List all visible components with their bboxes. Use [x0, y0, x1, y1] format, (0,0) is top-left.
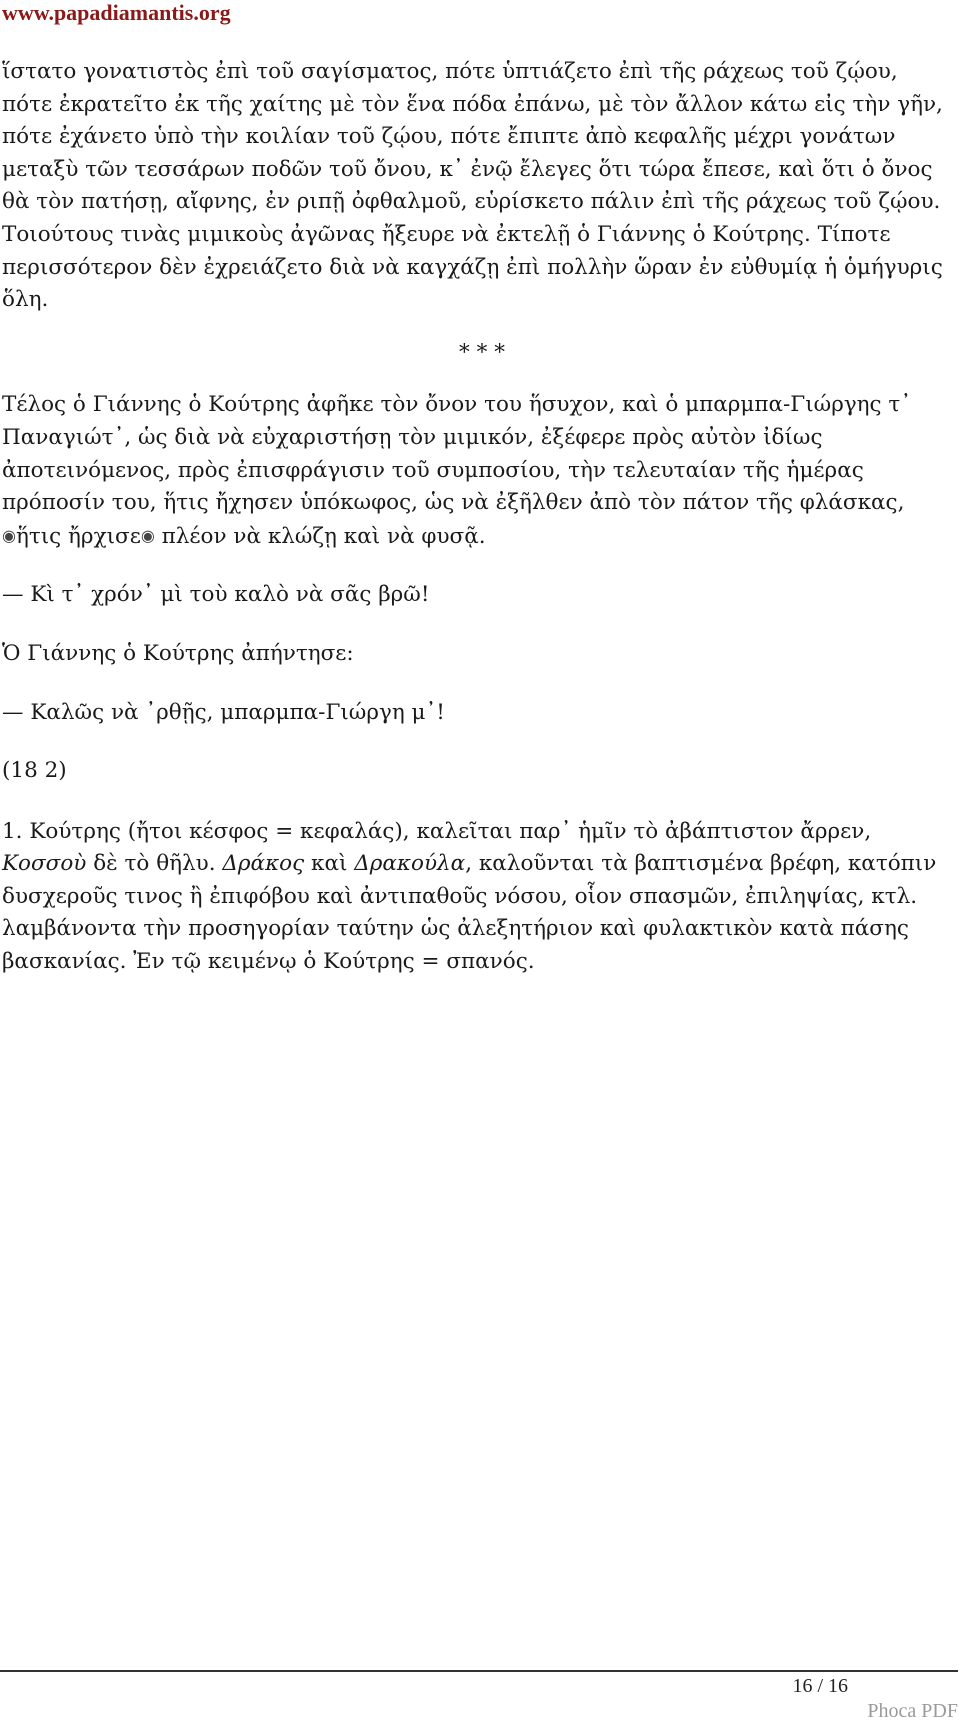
paragraph-text: ἥτις ἤρχισε [15, 523, 141, 549]
footnote-text: καὶ [304, 851, 355, 877]
site-header[interactable]: www.papadiamantis.org [2, 0, 231, 25]
paragraph: ἵστατο γονατιστὸς ἐπὶ τοῦ σαγίσματος, πότε ὑπτιάζετο ἐπὶ τῆς ράχεως τοῦ ζῴου, πότε ἐκρατεῖτο ἐκ τῆς χαίτης μὲ τὸν ἕνα πόδα ἐπάνω, μὲ τὸν ἄλλον κάτω εἰς τὴν γῆν, πότε ἐχάνετο ὑπὸ τὴν κοιλίαν τοῦ ζῴου, πότε ἔπιπτε ἀπὸ κεφαλῆς μέχρι γονάτων μεταξὺ τῶν τεσσάρων ποδῶν τοῦ ὄνου, κ᾽ ἐνῷ ἔλεγες ὅτι τώρα ἔπεσε, καὶ ὅτι ὁ ὄνος θὰ τὸν πατήσῃ, αἴφνης, ἐν ριπῇ ὀφθαλμοῦ, εὑρίσκετο πάλιν ἐπὶ τῆς ράχεως τοῦ ζῴου. Τοιούτους τινὰς μιμικοὺς ἀγῶνας ἤξευρε νὰ ἐκτελῇ ὁ Γιάννης ὁ Κούτρης. Τίποτε περισσότερον δὲν ἐχρειάζετο διὰ νὰ καγχάζῃ ἐπὶ πολλὴν ὥραν ἐν εὐθυμίᾳ ἡ ὁμήγυρις ὅλη. [2, 59, 943, 313]
producer-watermark: Phoca PDF [867, 1700, 958, 1722]
document-body [2, 56, 952, 979]
footer-divider [0, 1670, 958, 1672]
note-marker-icon: ◉ [140, 525, 155, 545]
footnote-text: 1. Κούτρης (ἤτοι κέσφος = κεφαλάς), καλεῖται παρ᾽ ἡμῖν τὸ ἀβάπτιστον ἄρρεν, [2, 818, 872, 844]
section-separator: * * * [459, 339, 505, 365]
footnote-text: δὲ τὸ θῆλυ. [86, 851, 223, 877]
dialogue-line: — Καλῶς νὰ ᾽ρθῇς, μπαρμπα-Γιώργη μ᾽! [2, 699, 445, 725]
dialogue-line: — Κὶ τ᾽ χρόν᾽ μὶ τοὺ καλὸ νὰ σᾶς βρῶ! [2, 582, 430, 608]
dialogue-line: Ὁ Γιάννης ὁ Κούτρης ἀπήντησε: [2, 640, 354, 666]
note-marker-icon: ◉ [2, 525, 16, 545]
paragraph-text: πλέον νὰ κλώζῃ καὶ νὰ φυσᾷ. [154, 523, 486, 549]
paragraph [2, 389, 952, 553]
page-number: 16 / 16 [792, 1675, 848, 1697]
footnote-text: , καλοῦνται τὰ βαπτισμένα βρέφη, κατόπιν δυσχεροῦς τινος ἢ ἐπιφόβου καὶ ἀντιπαθοῦς νόσου, οἷον σπασμῶν, ἐπιληψίας, κτλ. λαμβάνοντα τὴν προσηγορίαν ταύτην ὡς ἀλεξητήριον καὶ φυλακτικὸν κατὰ πάσης βασκανίας. Ἐν τῷ κειμένῳ ὁ Κούτρης = σπανός. [2, 851, 937, 975]
footnote [2, 816, 952, 979]
footnote-italic: Δράκος [222, 851, 305, 877]
source-reference: (18 2) [2, 758, 67, 784]
footnote-italic: Κοσσοὺ [2, 851, 87, 877]
paragraph-text: Τέλος ὁ Γιάννης ὁ Κούτρης ἀφῆκε τὸν ὄνον του ἥσυχον, καὶ ὁ μπαρμπα-Γιώργης τ᾽ Παναγιώτ᾽, ὡς διὰ νὰ εὐχαριστήσῃ τὸν μιμικόν, ἐξέφερε πρὸς αὐτὸν ἰδίως ἀποτεινόμενος, πρὸς ἐπισφράγισιν τοῦ συμποσίου, τὴν τελευταίαν τῆς ἡμέρας πρόποσίν του, ἥτις ἤχησεν ὑπόκωφος, ὡς νὰ ἐξῆλθεν ἀπὸ τὸν πάτον τῆς φλάσκας, [2, 392, 912, 516]
footnote-italic: Δρακούλα [354, 851, 466, 877]
